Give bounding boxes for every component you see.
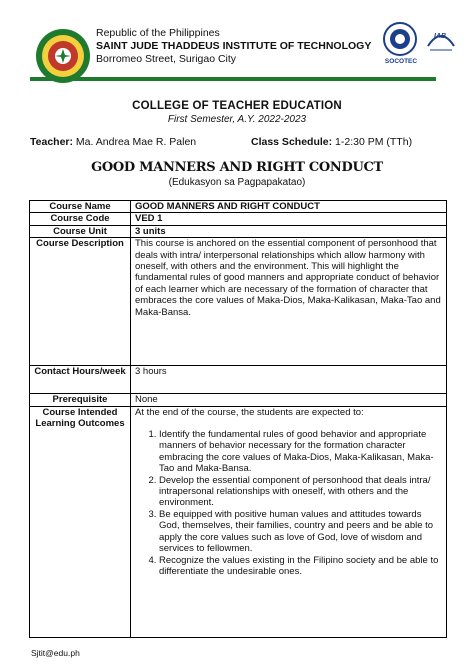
list-item: 4. Recognize the values existing in the Filipino society and be able to differentiate the undesirable ones. bbox=[159, 555, 442, 578]
table-row bbox=[30, 201, 447, 213]
table-row bbox=[30, 238, 447, 366]
table-row bbox=[30, 366, 447, 394]
course-name-value: GOOD MANNERS AND RIGHT CONDUCT bbox=[131, 201, 447, 213]
schedule-line bbox=[251, 136, 412, 148]
list-item: 3. Be equipped with positive human values and attitudes towards God, themselves, their families, country and peers and be able to apply the core values such as love of God, love of wisdom and services to fellowmen. bbox=[159, 509, 442, 555]
course-code-label: Course Code bbox=[30, 213, 131, 225]
outcomes-list bbox=[135, 429, 442, 577]
socotec-label: SOCOTEC bbox=[384, 58, 418, 65]
table-row bbox=[30, 213, 447, 225]
description-label: Course Description bbox=[30, 238, 131, 366]
socotec-cert-icon bbox=[380, 22, 420, 60]
course-subtitle: (Edukasyon sa Pagpapakatao) bbox=[168, 177, 306, 188]
course-info-table bbox=[29, 200, 447, 638]
table-row bbox=[30, 394, 447, 406]
teacher-value: Ma. Andrea Mae R. Palen bbox=[73, 136, 197, 148]
college-name: COLLEGE OF TEACHER EDUCATION bbox=[132, 100, 342, 112]
contact-hours-value: 3 hours bbox=[131, 366, 447, 394]
teacher-line bbox=[30, 136, 196, 148]
course-code-value: VED 1 bbox=[131, 213, 447, 225]
iab-label: IAB bbox=[434, 33, 447, 40]
header-divider bbox=[30, 77, 436, 81]
institution-address: Borromeo Street, Surigao City bbox=[96, 53, 237, 65]
list-item: 2. Develop the essential component of personhood that deals intra/ intrapersonal relationships with oneself, with others and the environment. bbox=[159, 475, 442, 509]
footer-email: Sjtit@edu.ph bbox=[31, 648, 80, 658]
contact-hours-label: Contact Hours/week bbox=[30, 366, 131, 394]
course-title: GOOD MANNERS AND RIGHT CONDUCT bbox=[91, 160, 383, 175]
description-value: This course is anchored on the essential component of personhood that deals with intra/ interpersonal relationships which allow harmony with oneself, with others and the environment. This will highlight the fundamental rules of good manners and appropriate conduct of behavior of each learner which are necessary of the formation of character that embraces the core values of Maka-Dios, Maka-Kalikasan, Maka-Tao and Maka-Bansa. bbox=[131, 238, 447, 366]
semester-text: First Semester, A.Y. 2022-2023 bbox=[167, 114, 307, 125]
course-unit-label: Course Unit bbox=[30, 225, 131, 237]
institution-header bbox=[96, 27, 378, 66]
prerequisite-label: Prerequisite bbox=[30, 394, 131, 406]
institution-name: SAINT JUDE THADDEUS INSTITUTE OF TECHNOLOGY bbox=[96, 40, 372, 52]
list-item: 1. Identify the fundamental rules of good behavior and appropriate manners of behavior necessary for the formation character embracing the core values of Maka-Dios, Maka-Kalikasan, Maka-Tao and Maka-Bansa. bbox=[159, 429, 442, 475]
table-row bbox=[30, 406, 447, 637]
outcomes-label: Course Intended Learning Outcomes bbox=[30, 406, 131, 637]
table-row bbox=[30, 225, 447, 237]
prerequisite-value: None bbox=[131, 394, 447, 406]
teacher-label: Teacher: bbox=[30, 136, 73, 148]
schedule-value: 1-2:30 PM (TTh) bbox=[332, 136, 413, 148]
country-text: Republic of the Philippines bbox=[96, 27, 220, 39]
course-name-label: Course Name bbox=[30, 201, 131, 213]
course-unit-value: 3 units bbox=[131, 225, 447, 237]
outcomes-cell bbox=[131, 406, 447, 637]
certification-logos bbox=[378, 22, 460, 72]
outcomes-intro: At the end of the course, the students are expected to: bbox=[135, 406, 364, 418]
schedule-label: Class Schedule: bbox=[251, 136, 333, 148]
